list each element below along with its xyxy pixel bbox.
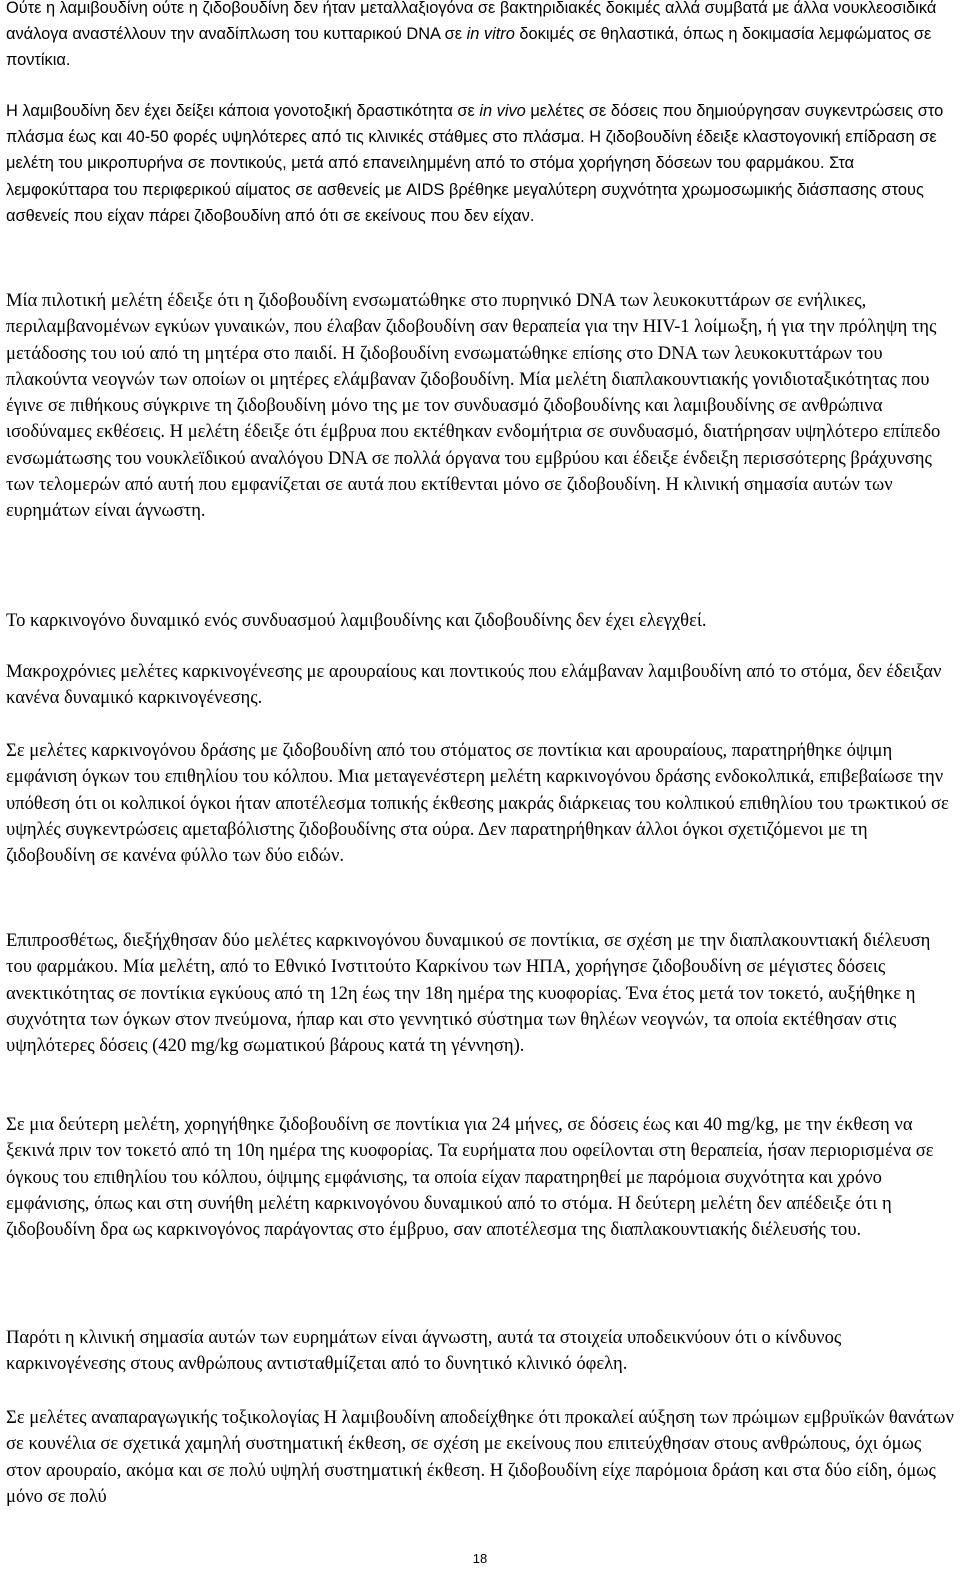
paragraph-genotoxicity-in-vitro xyxy=(6,0,956,74)
paragraph-text: Η λαμιβουδίνη δεν έχει δείξει κάποια γονοτοξική δραστικότητα σε xyxy=(6,102,480,120)
paragraph-transplacental-study-1: Επιπροσθέτως, διεξήχθησαν δύο μελέτες καρκινογόνου δυναμικού σε ποντίκια, σε σχέση με την διαπλακουντιακή διέλευση του φαρμάκου. Μία μελέτη, από το Εθνικό Ινστιτούτο Καρκίνου των ΗΠΑ, χορήγησε ζιδοβουδίνη σε μέγιστες δόσεις ανεκτικότητας σε ποντίκια εγκύους από τη 12η έως την 18η ημέρα της κυοφορίας. Ένα έτος μετά τον τοκετό, αυξήθηκε η συχνότητα των όγκων στον πνεύμονα, ήπαρ και στο γεννητικό σύστημα των θηλέων νεογνών, τα οποία εκτέθησαν στις υψηλότερες δόσεις (420 mg/kg σωματικού βάρους κατά τη γέννηση). xyxy=(6,930,931,1057)
italic-term: in vitro xyxy=(466,25,515,44)
paragraph-text: Ούτε η λαμιβουδίνη ούτε η ζιδοβουδίνη δεν ήταν μεταλλαξιογόνα σε βακτηριδιακές δοκιμές αλλά συμβατά με άλλα νουκλεοσιδικά ανάλογα αναστέλλουν την αναδίπλωση του κυτταρικού DNA σε xyxy=(6,0,937,44)
paragraph-zidovudine-carcinogenicity: Σε μελέτες καρκινογόνου δράσης με ζιδοβουδίνη από του στόματος σε ποντίκια και αρουραίους, παρατηρήθηκε όψιμη εμφάνιση όγκων του επιθηλίου του κόλπου. Μια μεταγενέστερη μελέτη καρκινογόνου δράσης ενδοκολπικά, επιβεβαίωσε την υπόθεση ότι οι κολπικοί όγκοι ήταν αποτέλεσμα τοπικής έκθεσης μακράς διάρκειας του κολπικού επιθηλίου του τρωκτικού σε υψηλές συγκεντρώσεις αμεταβόλιστης ζιδοβουδίνης στα ούρα. Δεν παρατηρήθηκαν άλλοι όγκοι σχετιζόμενοι με τη ζιδοβουδίνη σε κανένα φύλλο των δύο ειδών. xyxy=(6,740,949,867)
italic-term: in vivo xyxy=(479,102,526,120)
paragraph-lamivudine-carcinogenicity: Μακροχρόνιες μελέτες καρκινογένεσης με αρουραίους και ποντικούς που ελάμβαναν λαμιβουδίνη από το στόμα, δεν έδειξαν κανένα δυναμικό καρκινογένεσης. xyxy=(6,661,942,709)
paragraph-dna-incorporation: Μία πιλοτική μελέτη έδειξε ότι η ζιδοβουδίνη ενσωματώθηκε στο πυρηνικό DNA των λευκοκυττάρων σε ενήλικες, περιλαμβανομένων εγκύων γυναικών, που έλαβαν ζιδοβουδίνη σαν θεραπεία για την HIV-1 λοίμωξη, ή για την πρόληψη της μετάδοσης του ιού από τη μητέρα στο παιδί. Η ζιδοβουδίνη ενσωματώθηκε επίσης στο DNA των λευκοκυττάρων του πλακούντα νεογνών των οποίων οι μητέρες ελάμβαναν ζιδοβουδίνη. Μία μελέτη διαπλακουντιακής γονιδιοταξικότητας που έγινε σε πιθήκους σύγκρινε τη ζιδοβουδίνη μόνο της με τον συνδυασμό ζιδοβουδίνης και λαμιβουδίνης σε ανθρώπινα ισοδύναμες εκθέσεις. Η μελέτη έδειξε ότι έμβρυα που εκτέθηκαν ενδομήτρια σε συνδυασμό, διατήρησαν υψηλότερο επίπεδο ενσωμάτωσης του νουκλεϊδικού αναλόγου DNA σε πολλά όργανα του εμβρύου και έδειξε ένδειξη περισσότερης βράχυνσης των τελομερών από αυτή που εμφανίζεται σε αυτά που εκτίθενται μόνο σε ζιδοβουδίνη. Η κλινική σημασία αυτών των ευρημάτων είναι άγνωστη. xyxy=(6,290,941,522)
paragraph-text: μελέτες σε δόσεις που δημιούργησαν συγκεντρώσεις στο πλάσμα έως και 40-50 φορές υψηλότερες από τις κλινικές στάθμες στο πλάσμα. Η ζιδοβουδίνη έδειξε κλαστογονική επίδραση σε μελέτη του μικροπυρήνα σε ποντικούς, μετά από επανειλημμένη από το στόμα χορήγηση δόσεων του φαρμάκου. Στα λεμφοκύτταρα του περιφερικού αίματος σε ασθενείς με AIDS βρέθηκε μεγαλύτερη συχνότητα χρωμοσωμικής διάσπασης στους ασθενείς που είχαν πάρει ζιδοβουδίνη από ότι σε εκείνους που δεν είχαν. xyxy=(6,102,944,225)
paragraph-clinical-significance: Παρότι η κλινική σημασία αυτών των ευρημάτων είναι άγνωστη, αυτά τα στοιχεία υποδεικνύουν ότι ο κίνδυνος καρκινογένεσης στους ανθρώπους αντισταθμίζεται από το δυνητικό κλινικό όφελη. xyxy=(6,1327,842,1375)
page-number: 18 xyxy=(472,1551,488,1566)
paragraph-transplacental-study-2: Σε μια δεύτερη μελέτη, χορηγήθηκε ζιδοβουδίνη σε ποντίκια για 24 μήνες, σε δόσεις έως και 40 mg/kg, με την έκθεση να ξεκινά πριν τον τοκετό από τη 10η ημέρα της κυοφορίας. Τα ευρήματα που οφείλονται στη θεραπεία, ήσαν περιορισμένα σε όγκους του επιθηλίου του κόλπου, όψιμης εμφάνισης, τα οποία είχαν παρατηρηθεί με παρόμοια συχνότητα και χρόνο εμφάνισης, όπως και στη συνήθη μελέτη καρκινογόνου δυναμικού από το στόμα. Η δεύτερη μελέτη δεν απέδειξε ότι η ζιδοβουδίνη δρα ως καρκινογόνος παράγοντας στο έμβρυο, σαν αποτέλεσμα της διαπλακουντιακής διέλευσής του. xyxy=(6,1114,934,1241)
paragraph-combination-carcinogenicity: Το καρκινογόνο δυναμικό ενός συνδυασμού λαμιβουδίνης και ζιδοβουδίνης δεν έχει ελεγχθεί. xyxy=(6,610,707,631)
paragraph-reproductive-toxicology: Σε μελέτες αναπαραγωγικής τοξικολογίας Η λαμιβουδίνη αποδείχθηκε ότι προκαλεί αύξηση των πρώιμων εμβρυϊκών θανάτων σε κουνέλια σε σχετικά χαμηλή συστηματική έκθεση, σε σχέση με εκείνους που επιτεύχθησαν στους ανθρώπους, όχι όμως στον αρουραίο, ακόμα και σε πολύ υψηλή συστηματική έκθεση. Η ζιδοβουδίνη είχε παρόμοια δράση και στα δύο είδη, όμως μόνο σε πολύ xyxy=(6,1407,954,1507)
paragraph-genotoxicity-in-vivo xyxy=(6,98,956,229)
paragraph-text: δοκιμές σε θηλαστικά, όπως η δοκιμασία λεμφώματος σε ποντίκια. xyxy=(6,25,932,70)
